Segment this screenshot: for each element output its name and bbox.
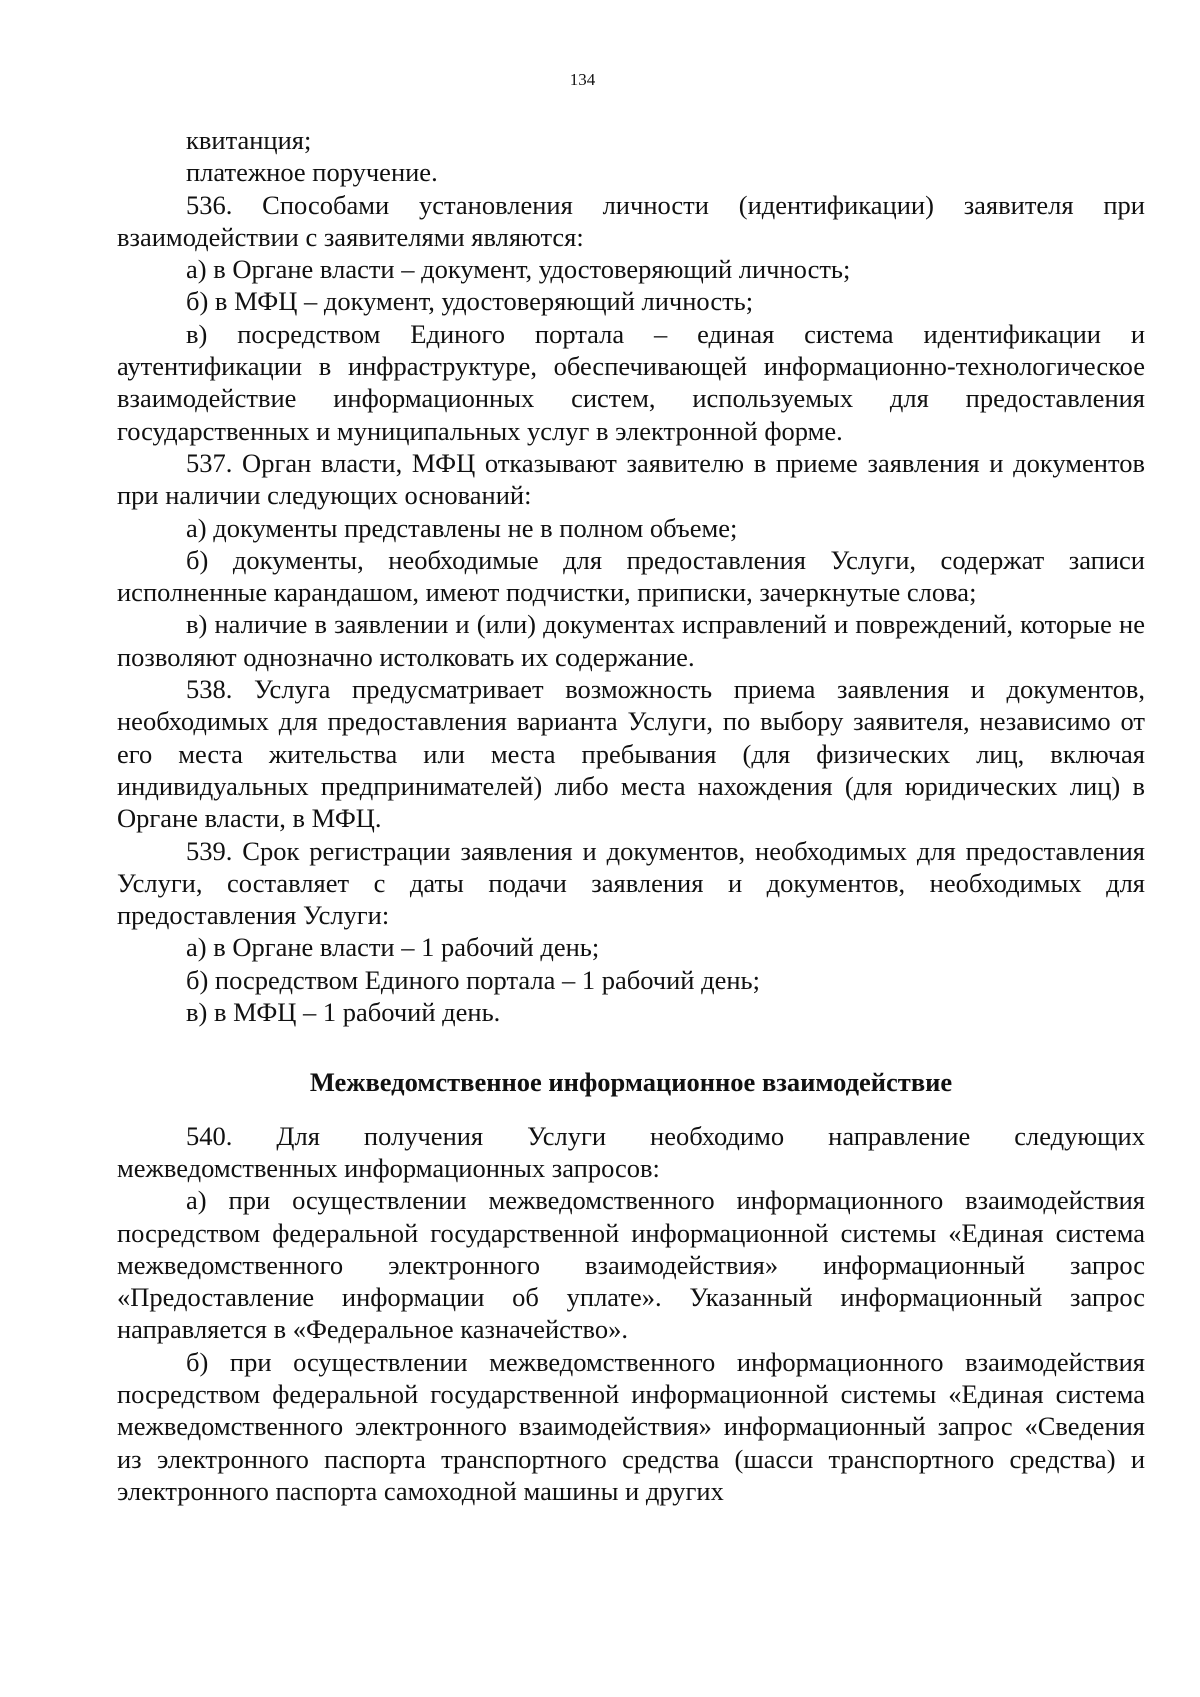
paragraph: в) посредством Единого портала – единая система идентификации и аутентификации в инфраструктуре, обеспечивающей информационно-технологическое взаимодействие информационных систем, используемых для предоставления государственных и муниципальных услуг в электронной форме. (117, 318, 1145, 446)
paragraph: 537. Орган власти, МФЦ отказывают заявителю в приеме заявления и документов при наличии следующих оснований: (117, 447, 1145, 511)
paragraph: 539. Срок регистрации заявления и документов, необходимых для предоставления Услуги, составляет с даты подачи заявления и документов, необходимых для предоставления Услуги: (117, 835, 1145, 931)
paragraph: платежное поручение. (186, 157, 438, 188)
section-heading: Межведомственное информационное взаимодействие (309, 1067, 953, 1098)
paragraph: б) при осуществлении межведомственного информационного взаимодействия посредством федеральной государственной информационной системы «Единая система межведомственного электронного взаимодействия» информационный запрос «Сведения из электронного паспорта транспортного средства (шасси транспортного средства) и электронного паспорта самоходной машины и других (117, 1346, 1145, 1506)
paragraph: б) документы, необходимые для предоставления Услуги, содержат записи исполненные карандашом, имеют подчистки, приписки, зачеркнутые слова; (117, 544, 1145, 608)
paragraph: в) наличие в заявлении и (или) документах исправлений и повреждений, которые не позволяют однозначно истолковать их содержание. (117, 609, 1145, 672)
paragraph: а) при осуществлении межведомственного информационного взаимодействия посредством федеральной государственной информационной системы «Единая система межведомственного электронного взаимодействия» информационный запрос «Предоставление информации об уплате». Указанный информационный запрос направляется в «Федеральное казначейство». (117, 1185, 1145, 1345)
paragraph: 540. Для получения Услуги необходимо направление следующих межведомственных информационных запросов: (117, 1120, 1145, 1183)
paragraph: а) в Органе власти – документ, удостоверяющий личность; (186, 254, 851, 285)
paragraph: а) документы представлены не в полном объеме; (186, 512, 738, 543)
page-number: 134 (569, 70, 596, 89)
paragraphs-bottom (117, 1120, 1145, 1508)
paragraph: б) в МФЦ – документ, удостоверяющий личность; (186, 286, 754, 317)
paragraph: а) в Органе власти – 1 рабочий день; (186, 932, 600, 963)
paragraph: квитанция; (186, 125, 312, 155)
document-body (117, 124, 1145, 1507)
paragraph: б) посредством Единого портала – 1 рабочий день; (186, 964, 760, 995)
paragraph: 536. Способами установления личности (идентификации) заявителя при взаимодействии с заявителями являются: (117, 189, 1145, 252)
paragraphs-top (117, 124, 1145, 1028)
paragraph: в) в МФЦ – 1 рабочий день. (186, 997, 501, 1028)
paragraph: 538. Услуга предусматривает возможность приема заявления и документов, необходимых для предоставления варианта Услуги, по выбору заявителя, независимо от его места жительства или места пребывания (для физических лиц, включая индивидуальных предпринимателей) либо места нахождения (для юридических лиц) в Органе власти, в МФЦ. (117, 674, 1145, 834)
